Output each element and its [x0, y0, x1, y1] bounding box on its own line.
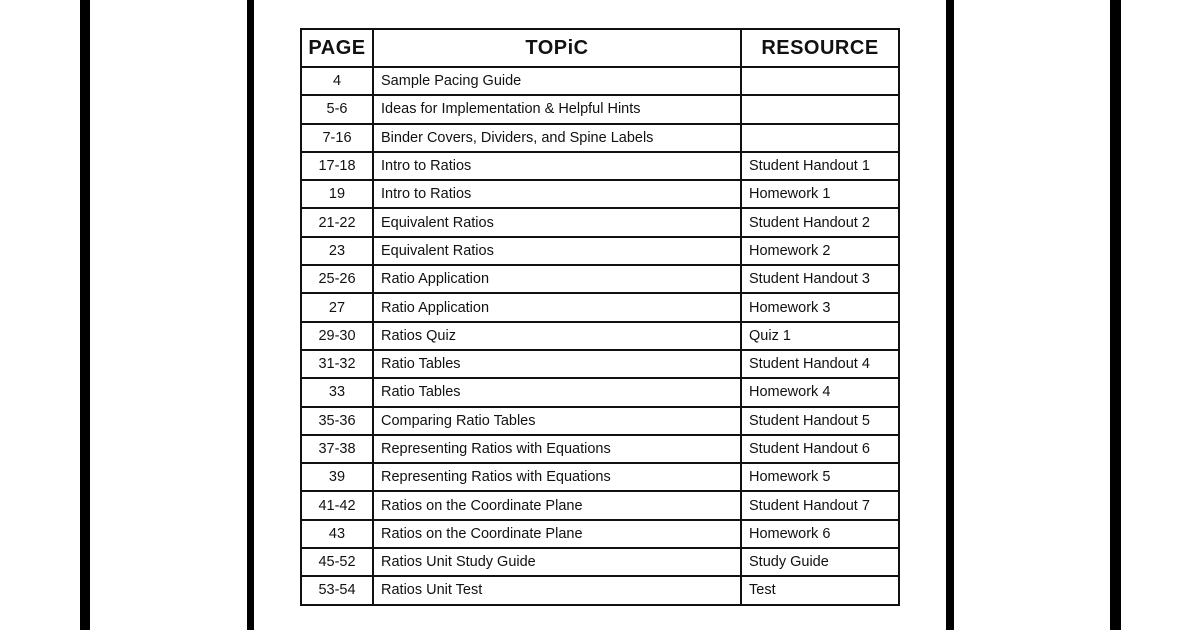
cell-resource: Student Handout 6 — [741, 435, 899, 463]
table-row — [301, 378, 899, 406]
cell-page: 19 — [301, 180, 373, 208]
cell-resource: Student Handout 5 — [741, 407, 899, 435]
cell-topic: Ratios Unit Study Guide — [373, 548, 741, 576]
cell-topic: Ratio Application — [373, 293, 741, 321]
table-row — [301, 548, 899, 576]
cell-topic: Representing Ratios with Equations — [373, 435, 741, 463]
cell-page: 4 — [301, 67, 373, 95]
cell-topic: Sample Pacing Guide — [373, 67, 741, 95]
cell-resource: Quiz 1 — [741, 322, 899, 350]
cell-topic: Intro to Ratios — [373, 180, 741, 208]
header-resource: RESOURCE — [741, 29, 899, 67]
cell-resource: Homework 1 — [741, 180, 899, 208]
cell-resource: Student Handout 4 — [741, 350, 899, 378]
table-row — [301, 95, 899, 123]
table-row — [301, 407, 899, 435]
cell-page: 7-16 — [301, 124, 373, 152]
header-page: PAGE — [301, 29, 373, 67]
table-of-contents — [300, 28, 900, 606]
cell-topic: Ideas for Implementation & Helpful Hints — [373, 95, 741, 123]
frame-bar-inner-left — [247, 0, 254, 630]
table-row — [301, 180, 899, 208]
cell-topic: Ratios on the Coordinate Plane — [373, 520, 741, 548]
cell-resource: Study Guide — [741, 548, 899, 576]
cell-resource: Student Handout 2 — [741, 208, 899, 236]
cell-page: 37-38 — [301, 435, 373, 463]
cell-page: 31-32 — [301, 350, 373, 378]
cell-topic: Intro to Ratios — [373, 152, 741, 180]
cell-page: 53-54 — [301, 576, 373, 604]
cell-resource: Student Handout 7 — [741, 491, 899, 519]
cell-page: 21-22 — [301, 208, 373, 236]
table-row — [301, 576, 899, 604]
table-row — [301, 463, 899, 491]
cell-page: 35-36 — [301, 407, 373, 435]
header-row — [301, 29, 899, 67]
table-body — [301, 67, 899, 605]
cell-page: 29-30 — [301, 322, 373, 350]
table-row — [301, 435, 899, 463]
table-row — [301, 322, 899, 350]
table-row — [301, 152, 899, 180]
document-page — [254, 0, 946, 630]
cell-resource: Test — [741, 576, 899, 604]
cell-resource: Homework 6 — [741, 520, 899, 548]
cell-topic: Ratio Tables — [373, 350, 741, 378]
cell-topic: Equivalent Ratios — [373, 208, 741, 236]
cell-topic: Ratios Quiz — [373, 322, 741, 350]
table-row — [301, 350, 899, 378]
cell-resource: Student Handout 3 — [741, 265, 899, 293]
cell-page: 41-42 — [301, 491, 373, 519]
cell-topic: Comparing Ratio Tables — [373, 407, 741, 435]
cell-topic: Ratio Application — [373, 265, 741, 293]
cell-resource — [741, 124, 899, 152]
frame-bar-inner-right — [946, 0, 954, 630]
cell-resource: Homework 4 — [741, 378, 899, 406]
cell-resource: Student Handout 1 — [741, 152, 899, 180]
cell-page: 23 — [301, 237, 373, 265]
cell-page: 33 — [301, 378, 373, 406]
cell-resource — [741, 95, 899, 123]
cell-topic: Equivalent Ratios — [373, 237, 741, 265]
cell-page: 17-18 — [301, 152, 373, 180]
table-row — [301, 520, 899, 548]
table-row — [301, 237, 899, 265]
cell-resource — [741, 67, 899, 95]
cell-resource: Homework 3 — [741, 293, 899, 321]
table-row — [301, 293, 899, 321]
table-row — [301, 491, 899, 519]
cell-topic: Ratio Tables — [373, 378, 741, 406]
table-row — [301, 265, 899, 293]
frame-bar-outer-right — [1110, 0, 1121, 630]
cell-page: 25-26 — [301, 265, 373, 293]
cell-page: 5-6 — [301, 95, 373, 123]
cell-page: 39 — [301, 463, 373, 491]
cell-resource: Homework 5 — [741, 463, 899, 491]
cell-topic: Ratios Unit Test — [373, 576, 741, 604]
frame-bar-outer-left — [80, 0, 90, 630]
table-row — [301, 67, 899, 95]
cell-topic: Representing Ratios with Equations — [373, 463, 741, 491]
cell-page: 27 — [301, 293, 373, 321]
cell-topic: Ratios on the Coordinate Plane — [373, 491, 741, 519]
cell-page: 43 — [301, 520, 373, 548]
table-row — [301, 208, 899, 236]
table-row — [301, 124, 899, 152]
header-topic: TOPiC — [373, 29, 741, 67]
cell-page: 45-52 — [301, 548, 373, 576]
cell-topic: Binder Covers, Dividers, and Spine Labels — [373, 124, 741, 152]
cell-resource: Homework 2 — [741, 237, 899, 265]
